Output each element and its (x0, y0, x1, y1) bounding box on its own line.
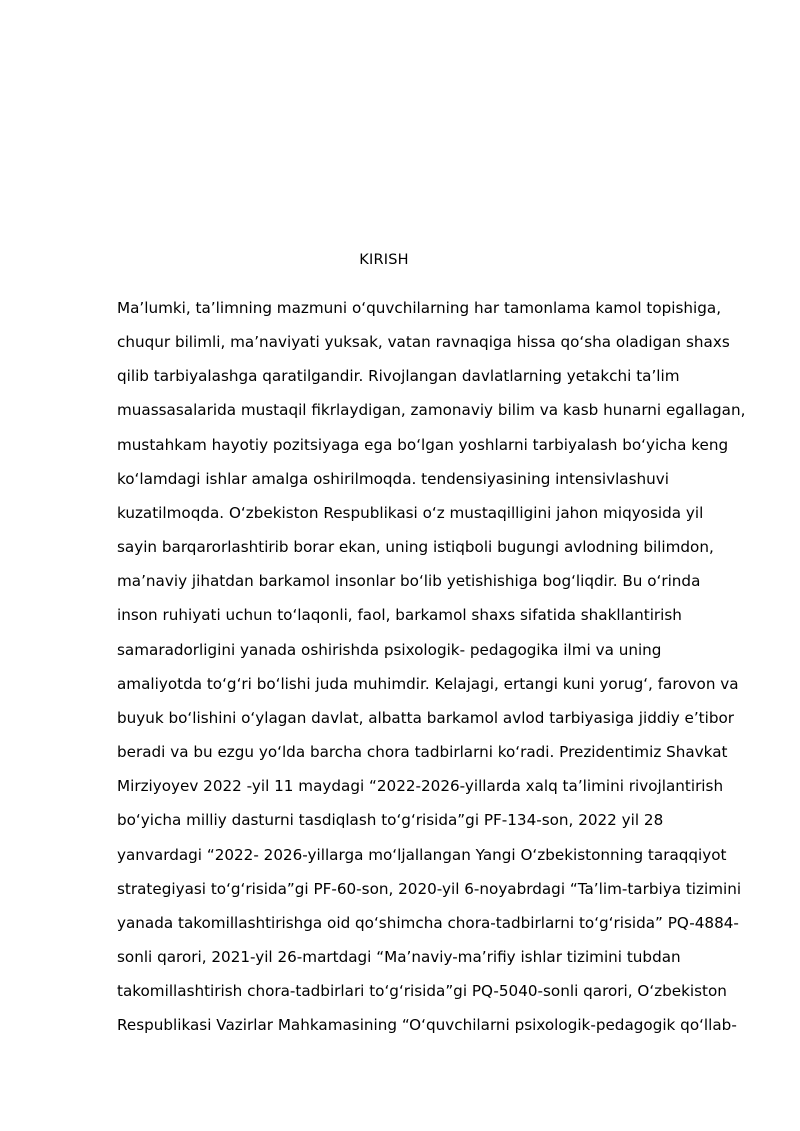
text-line: Ma’lumki, ta’limning mazmuni o‘quvchilarning har tamonlama kamol topishiga, (117, 299, 722, 317)
text-line: takomillashtirish chora-tadbirlari to‘g‘risida”gi PQ-5040-sonli qarori, O‘zbekiston (117, 982, 727, 1001)
text-line: mustahkam hayotiy pozitsiyaga ega bo‘lgan yoshlarni tarbiyalash bo‘yicha keng (117, 435, 729, 454)
text-line: sonli qarori, 2021-yil 26-martdagi “Ma’naviy-ma’rifiy ishlar tizimini tubdan (117, 947, 681, 966)
body-text (117, 291, 747, 1042)
text-line: ko‘lamdagi ishlar amalga oshirilmoqda. tendensiyasining intensivlashuvi (117, 469, 669, 488)
text-line: ma’naviy jihatdan barkamol insonlar bo‘lib yetishishiga bog‘liqdir. Bu o‘rinda (117, 572, 701, 591)
text-line: chuqur bilimli, ma’naviyati yuksak, vatan ravnaqiga hissa qo‘sha oladigan shaxs (117, 333, 730, 352)
text-line: inson ruhiyati uchun to‘laqonli, faol, barkamol shaxs sifatida shakllantirish (117, 606, 682, 625)
text-line: yanvardagi “2022- 2026-yillarga mo‘ljallangan Yangi O‘zbekistonning taraqqiyot (117, 845, 727, 864)
text-line: beradi va bu ezgu yo‘lda barcha chora tadbirlarni ko‘radi. Prezidentimiz Shavkat (117, 743, 728, 762)
text-line: bo‘yicha milliy dasturni tasdiqlash to‘g‘risida”gi PF-134-son, 2022 yil 28 (117, 811, 664, 830)
text-line: Respublikasi Vazirlar Mahkamasining “O‘quvchilarni psixologik-pedagogik qo‘llab- (117, 1016, 737, 1035)
text-line: strategiyasi to‘g‘risida”gi PF-60-son, 2020-yil 6-noyabrdagi “Ta’lim-tarbiya tizimini (117, 879, 742, 898)
text-line: Mirziyoyev 2022 -yil 11 maydagi “2022-2026-yillarda xalq ta’limini rivojlantirish (117, 777, 724, 796)
text-line: samaradorligini yanada oshirishda psixologik- pedagogika ilmi va uning (117, 640, 662, 659)
text-line: sayin barqarorlashtirib borar ekan, uning istiqboli bugungi avlodning bilimdon, (117, 538, 714, 557)
text-line: yanada takomillashtirishga oid qo‘shimcha chora-tadbirlarni to‘g‘risida” PQ-4884- (117, 913, 739, 932)
page-title: KIRISH (359, 252, 409, 268)
text-line: kuzatilmoqda. O‘zbekiston Respublikasi o‘z mustaqilligini jahon miqyosida yil (117, 503, 704, 522)
text-line: qilib tarbiyalashga qaratilgandir. Rivojlangan davlatlarning yetakchi ta’lim (117, 367, 680, 386)
text-line: buyuk bo‘lishini o‘ylagan davlat, albatta barkamol avlod tarbiyasiga jiddiy e’tibor (117, 708, 735, 727)
text-line: amaliyotda to‘g‘ri bo‘lishi juda muhimdir. Kelajagi, ertangi kuni yorug‘, farovon va (117, 674, 739, 693)
text-line: muassasalarida mustaqil fikrlaydigan, zamonaviy bilim va kasb hunarni egallagan, (117, 401, 746, 420)
